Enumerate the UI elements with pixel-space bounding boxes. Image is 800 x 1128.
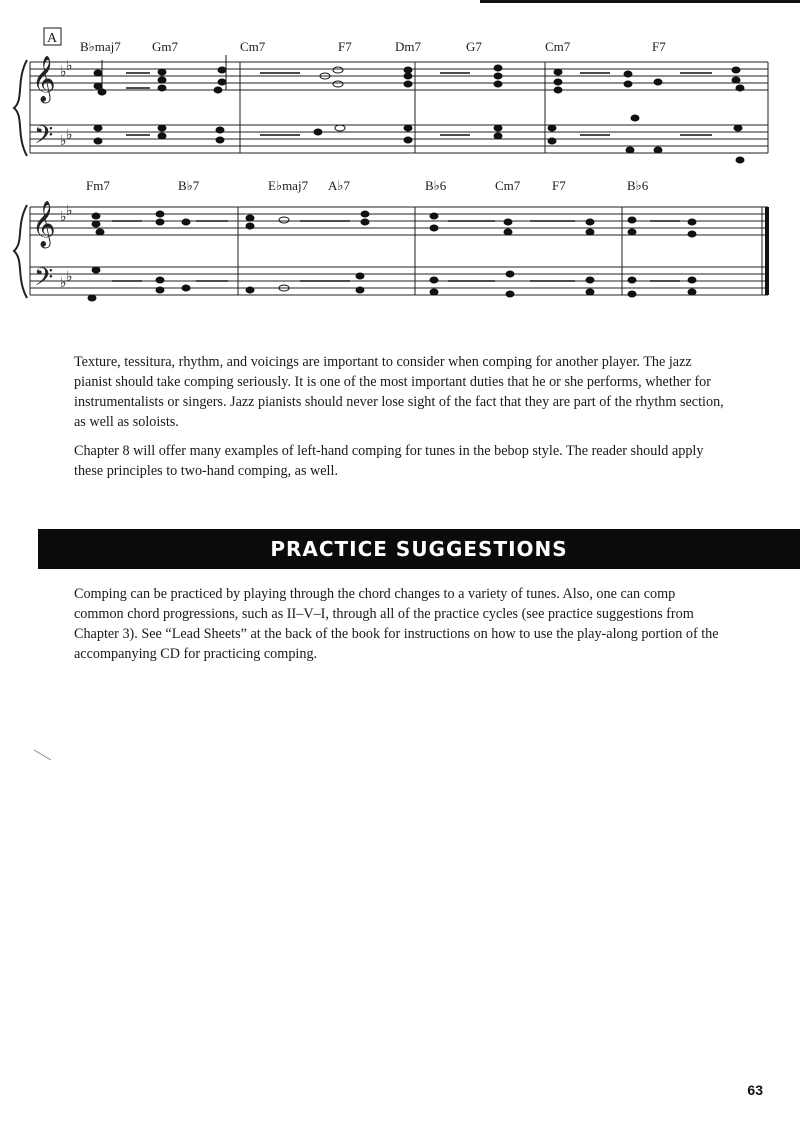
key-signature: ♭ — [66, 127, 73, 143]
key-signature: ♭ — [60, 209, 67, 225]
system1-notes — [94, 55, 744, 163]
section-banner — [38, 529, 800, 569]
body-paragraph: Chapter 8 will offer many examples of left-hand comping for tunes in the bebop style. The reader should apply these principles to two-hand comping, as well. — [74, 443, 704, 479]
music-notation — [0, 0, 800, 340]
chord-symbol: B♭7 — [178, 178, 200, 193]
chord-symbol: Dm7 — [395, 39, 421, 54]
key-signature: ♭ — [66, 203, 73, 219]
key-signature: ♭ — [60, 133, 67, 149]
section-title: PRACTICE SUGGESTIONS — [270, 537, 568, 561]
chord-symbol: A♭7 — [328, 178, 351, 193]
final-barline — [765, 207, 769, 295]
chord-symbol: Cm7 — [495, 178, 521, 193]
chord-symbol: F7 — [338, 39, 352, 54]
chord-symbol: Fm7 — [86, 178, 110, 193]
key-signature: ♭ — [60, 64, 67, 80]
system2-chord-row — [86, 178, 649, 193]
key-signature: ♭ — [66, 269, 73, 285]
system1-brace — [14, 60, 27, 156]
chord-symbol: F7 — [652, 39, 666, 54]
system1-chord-row — [80, 39, 666, 54]
chord-symbol: G7 — [466, 39, 482, 54]
chord-symbol: Cm7 — [240, 39, 266, 54]
chord-symbol: E♭maj7 — [268, 178, 309, 193]
system2-barlines — [30, 207, 762, 295]
chord-symbol: B♭maj7 — [80, 39, 121, 54]
body-paragraph: Comping can be practiced by playing through the chord changes to a variety of tunes. Also, one can comp common chord progressions, such as II–V–I, through all of the practice cycles (see practice suggestions from Chapter 3). See “Lead Sheets” at the back of the book for instructions on how to use the play-along portion of the accompanying CD for practicing comping. — [74, 586, 719, 662]
body-paragraph: Texture, tessitura, rhythm, and voicings are important to consider when comping for another player. The jazz pianist should take comping seriously. It is one of the most important duties that he or she performs, whether for instrumentalists or singers. Jazz pianists should never lose sight of the fact that they are part of the rhythm section, as well as soloists. — [74, 354, 724, 430]
chord-symbol: B♭6 — [627, 178, 649, 193]
scan-mark — [33, 748, 53, 762]
system1-treble-staff — [30, 62, 768, 90]
chord-symbol: Gm7 — [152, 39, 178, 54]
treble-clef: 𝄞 — [32, 201, 56, 247]
chord-symbol: Cm7 — [545, 39, 571, 54]
rehearsal-mark: A — [47, 31, 58, 46]
bass-clef: 𝄢 — [34, 121, 54, 156]
page-number: 63 — [747, 1082, 763, 1098]
chord-symbol: F7 — [552, 178, 566, 193]
system2-brace — [14, 205, 27, 298]
treble-clef: 𝄞 — [32, 56, 56, 102]
chord-symbol: B♭6 — [425, 178, 447, 193]
key-signature: ♭ — [60, 275, 67, 291]
bass-clef: 𝄢 — [34, 263, 54, 298]
key-signature: ♭ — [66, 58, 73, 74]
